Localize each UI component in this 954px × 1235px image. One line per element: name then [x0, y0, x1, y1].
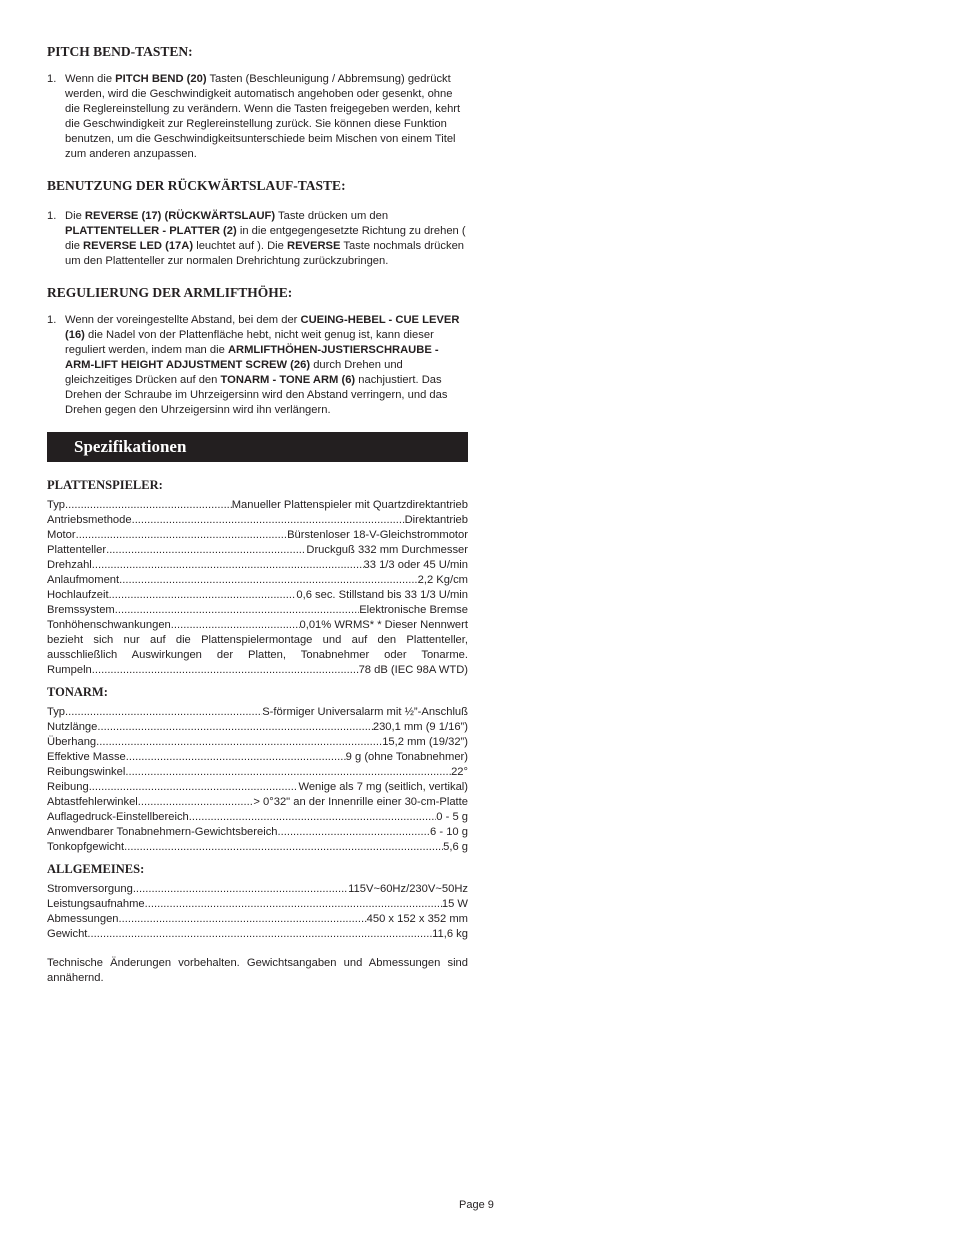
spec-value: 450 x 152 x 352 mm: [366, 913, 468, 925]
spec-value: > 0°32" an der Innenrille einer 30-cm-Platte: [253, 796, 468, 808]
spec-value: 22°: [451, 766, 468, 778]
dot-leader: [96, 735, 382, 750]
dot-leader: [76, 528, 287, 543]
spec-value: 6 - 10 g: [430, 826, 468, 838]
spec-row: [47, 558, 468, 573]
spec-row: [47, 720, 468, 735]
spec-label: Anlaufmoment: [47, 574, 120, 586]
bold-text: CUEING-HEBEL - CUE LEVER (16): [65, 314, 460, 341]
spec-value: Bürstenloser 18-V-Gleichstrommotor: [287, 529, 468, 541]
spec-row: [47, 810, 468, 825]
main-column: [47, 44, 468, 986]
spec-value: 15,2 mm (19/32”): [382, 736, 468, 748]
spec-row: [47, 735, 468, 750]
dot-leader: [171, 618, 300, 633]
spec-row: [47, 588, 468, 603]
spec-value: 2,2 Kg/cm: [417, 574, 468, 586]
dot-leader: [126, 750, 346, 765]
spec-label: Drehzahl: [47, 559, 92, 571]
text: Die: [65, 210, 85, 222]
dot-leader: [132, 513, 405, 528]
text: in die entgegengesetzte Richtung zu drehen ( die: [65, 225, 466, 252]
spec-label: Motor: [47, 529, 76, 541]
disclaimer-note: Technische Änderungen vorbehalten. Gewichtsangaben und Abmessungen sind annähernd.: [47, 957, 468, 984]
dot-leader: [106, 543, 306, 558]
dot-leader: [109, 588, 297, 603]
dot-leader: [65, 498, 232, 513]
dot-leader: [124, 840, 443, 855]
reverse-title: BENUTZUNG DER RÜCKWÄRTSLAUF-TASTE:: [47, 178, 346, 193]
spec-label: Gewicht: [47, 928, 88, 940]
spec-row: [47, 840, 468, 855]
text: durch Drehen und gleichzeitiges Drücken auf den: [65, 359, 403, 386]
spec-row: [47, 498, 468, 513]
spec-label: Typ: [47, 499, 66, 511]
armlift-title: REGULIERUNG DER ARMLIFTHÖHE:: [47, 285, 293, 300]
spec-row: [47, 513, 468, 528]
spec-row: [47, 765, 468, 780]
spec-row: [47, 795, 468, 810]
spec-value: 9 g (ohne Tonabnehmer): [345, 751, 468, 763]
spec-label: Abmessungen: [47, 913, 119, 925]
text: Taste nochmals drücken um den Plattenteller zur normalen Drehrichtung zurückzubringen.: [65, 240, 465, 267]
bold-text: PLATTENTELLER - PLATTER (2): [65, 225, 237, 237]
list-number: 1.: [47, 210, 57, 222]
dot-leader: [138, 795, 254, 810]
dot-leader: [119, 573, 417, 588]
spec-value: 11,6 kg: [432, 928, 468, 940]
text: nachjustiert. Das Drehen der Schraube im Uhrzeigersinn wird den Abstand verringern, und das Drehen gegen den Uhrzeigersinn wird ihn verlängern.: [65, 374, 448, 416]
reverse-paragraph: [47, 209, 468, 269]
text: leuchtet auf ). Die: [193, 240, 287, 252]
spec-value: 15 W: [441, 898, 468, 910]
dot-leader: [65, 705, 262, 720]
spec-label: Überhang: [47, 736, 97, 748]
text: Taste drücken um den: [275, 210, 389, 222]
spec-continuation: bezieht sich nur auf die Plattenspielermontage und auf den Plattenteller,: [47, 634, 468, 646]
dot-leader: [89, 780, 299, 795]
spec-label: Typ: [47, 706, 66, 718]
dot-leader: [119, 912, 367, 927]
spec-row: [47, 543, 468, 558]
spec-label: Abtastfehlerwinkel: [47, 796, 138, 808]
bold-text: REVERSE: [287, 240, 341, 252]
spec-label: Tonkopfgewicht: [47, 841, 125, 853]
dot-leader: [92, 663, 359, 678]
spec-row: [47, 897, 468, 912]
text: die Nadel von der Plattenfläche hebt, nicht weit genug ist, kann dieser reguliert werden, indem man die: [65, 329, 434, 356]
spec-row: [47, 663, 468, 678]
spec-value: 230,1 mm (9 1/16”): [372, 721, 468, 733]
spec-label: Hochlaufzeit: [47, 589, 109, 601]
spec-label: Auflagedruck-Einstellbereich: [47, 811, 189, 823]
dot-leader: [145, 897, 442, 912]
allgemeines-title: ALLGEMEINES:: [47, 862, 145, 876]
allgemeines-specs: [47, 882, 468, 942]
spec-value: 0,01% WRMS* * Dieser Nennwert: [299, 619, 468, 631]
text: Tasten (Beschleunigung / Abbremsung) gedrückt werden, wird die Geschwindigkeit automatisch angehoben oder gesenkt, ohne die Reglereinstellung zu verändern. Wenn die Tasten freigegeben werden, kehrt die Geschwindigkeit zur Reglereinstellung zurück. Sie können diese Funktion benutzen, um die Geschwindigkeitsunterschiede beim Mischen von einem Titel zum anderen anzupassen.: [65, 73, 461, 160]
spec-value: Wenige als 7 mg (seitlich, vertikal): [298, 781, 468, 793]
dot-leader: [278, 825, 431, 840]
spec-label: Rumpeln: [47, 664, 92, 676]
bold-text: REVERSE (17) (RÜCKWÄRTSLAUF): [84, 210, 276, 222]
tonarm-specs: [47, 705, 468, 855]
spec-row: [47, 927, 468, 942]
spec-value: S-förmiger Universalarm mit ½”-Anschluß: [262, 706, 468, 718]
dot-leader: [115, 603, 359, 618]
page-number: Page 9: [459, 1199, 494, 1211]
plattenspieler-specs: [47, 498, 468, 678]
spec-label: Bremssystem: [47, 604, 115, 616]
spec-row: [47, 882, 468, 897]
dot-leader: [125, 765, 451, 780]
dot-leader: [97, 720, 372, 735]
spec-label: Stromversorgung: [47, 883, 133, 895]
text: Wenn der voreingestellte Abstand, bei dem der: [65, 314, 301, 326]
spec-label: Effektive Masse: [47, 751, 126, 763]
spec-row: [47, 603, 468, 618]
spec-row: [47, 705, 468, 720]
spec-value: 78 dB (IEC 98A WTD): [358, 664, 468, 676]
bold-text: REVERSE LED (17A): [83, 240, 194, 252]
pitch-bend-paragraph: [47, 72, 468, 162]
spec-label: Tonhöhenschwankungen: [47, 619, 171, 631]
spec-value: Elektronische Bremse: [359, 604, 468, 616]
dot-leader: [87, 927, 432, 942]
pitch-bend-title: PITCH BEND-TASTEN:: [47, 44, 193, 59]
spec-value: 33 1/3 oder 45 U/min: [363, 559, 468, 571]
dot-leader: [133, 882, 348, 897]
banner-title: Spezifikationen: [74, 437, 187, 456]
spec-value: Druckguß 332 mm Durchmesser: [306, 544, 468, 556]
spec-label: Reibung: [47, 781, 89, 793]
spec-value: 115V~60Hz/230V~50Hz: [348, 883, 468, 895]
armlift-paragraph: [47, 313, 468, 418]
spec-label: Leistungsaufnahme: [47, 898, 145, 910]
list-number: 1.: [47, 314, 57, 326]
bold-text: ARMLIFTHÖHEN-JUSTIERSCHRAUBE - ARM-LIFT HEIGHT ADJUSTMENT SCREW (26): [65, 344, 439, 371]
bold-text: TONARM - TONE ARM (6): [220, 374, 356, 386]
spec-row: [47, 573, 468, 588]
tonarm-title: TONARM:: [47, 685, 108, 699]
spec-row: [47, 750, 468, 765]
spec-row-wow: [47, 618, 468, 633]
spec-row: [47, 780, 468, 795]
spec-label: Reibungswinkel: [47, 766, 126, 778]
spec-label: Anwendbarer Tonabnehmern-Gewichtsbereich: [47, 826, 278, 838]
spec-value: 5,6 g: [443, 841, 468, 853]
specifications-banner: [47, 432, 468, 462]
list-number: 1.: [47, 73, 57, 85]
spec-value: 0 - 5 g: [436, 811, 468, 823]
spec-label: Antriebsmethode: [47, 514, 132, 526]
spec-label: Plattenteller: [47, 544, 107, 556]
dot-leader: [189, 810, 436, 825]
spec-value: 0,6 sec. Stillstand bis 33 1/3 U/min: [296, 589, 468, 601]
spec-row: [47, 528, 468, 543]
bold-text: PITCH BEND (20): [115, 73, 207, 85]
plattenspieler-title: PLATTENSPIELER:: [47, 478, 163, 492]
spec-value: Manueller Plattenspieler mit Quartzdirektantrieb: [231, 499, 468, 511]
text: Wenn die: [65, 73, 116, 85]
spec-row: [47, 825, 468, 840]
dot-leader: [92, 558, 364, 573]
spec-row: [47, 912, 468, 927]
spec-continuation: ausschließlich Auswirkungen der Platten, Tonabnehmer oder Tonarme.: [47, 649, 468, 661]
spec-value: Direktantrieb: [404, 514, 468, 526]
spec-label: Nutzlänge: [47, 721, 98, 733]
